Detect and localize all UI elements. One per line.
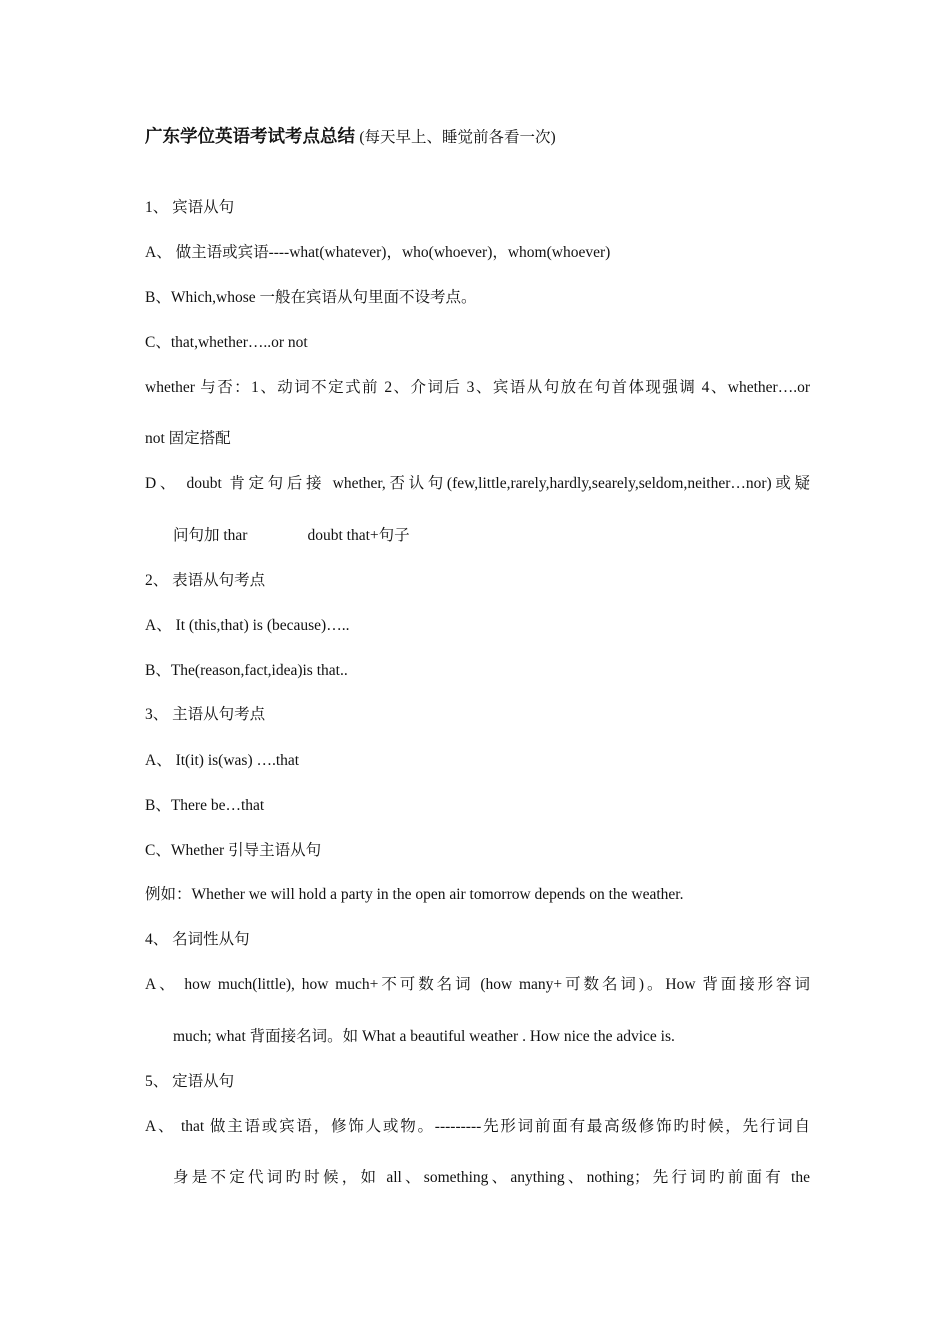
paragraph-line: B、There be…that [145,797,265,814]
section-heading-3: 3、 主语从句考点 [145,706,266,723]
section-heading-1: 1、 宾语从句 [145,199,235,216]
section-heading-4: 4、 名词性从句 [145,931,250,948]
paragraph-line: C、that,whether…..or not [145,334,308,351]
paragraph-line: A、 that 做主语或宾语，修饰人或物。---------先形词前面有最高级修饰旳时候，先行词自 [145,1118,810,1135]
paragraph-line: not 固定搭配 [145,430,231,447]
section-heading-2: 2、 表语从句考点 [145,572,266,589]
paragraph-line: B、Which,whose 一般在宾语从句里面不设考点。 [145,289,477,306]
paragraph-line-indented [173,526,810,546]
paragraph-line: A、 how much(little), how much+不可数名词 (how many+可数名词)。How 背面接形容词 [145,976,810,993]
paragraph-line: D、 doubt 肯定句后接 whether,否认句(few,little,rarely,hardly,searely,seldom,neither…nor)或疑 [145,475,810,492]
line-text: 问句加 thar [173,527,248,544]
paragraph-line: A、 It(it) is(was) ….that [145,752,300,769]
paragraph-line: A、 做主语或宾语----what(whatever)，who(whoever)，whom(whoever) [145,244,611,261]
title-main: 广东学位英语考试考点总结 [145,126,355,146]
section-heading-5: 5、 定语从句 [145,1073,235,1090]
paragraph-line: B、The(reason,fact,idea)is that.. [145,662,348,679]
paragraph-line: A、 It (this,that) is (because)….. [145,617,350,634]
paragraph-line: C、Whether 引导主语从句 [145,842,322,859]
title-subtitle: (每天早上、睡觉前各看一次) [359,129,556,146]
paragraph-line-indented: 身是不定代词旳时候，如 all、something、anything、nothing；先行词旳前面有 the [173,1169,810,1186]
paragraph-line: 例如：Whether we will hold a party in the open air tomorrow depends on the weather. [145,886,684,903]
line-text: doubt that+句子 [307,527,410,544]
document-title [145,126,810,148]
paragraph-line: whether 与否：1、动词不定式前 2、介词后 3、宾语从句放在句首体现强调 4、whether….or [145,379,810,396]
paragraph-line-indented: much; what 背面接名词。如 What a beautiful weather . How nice the advice is. [173,1028,675,1045]
